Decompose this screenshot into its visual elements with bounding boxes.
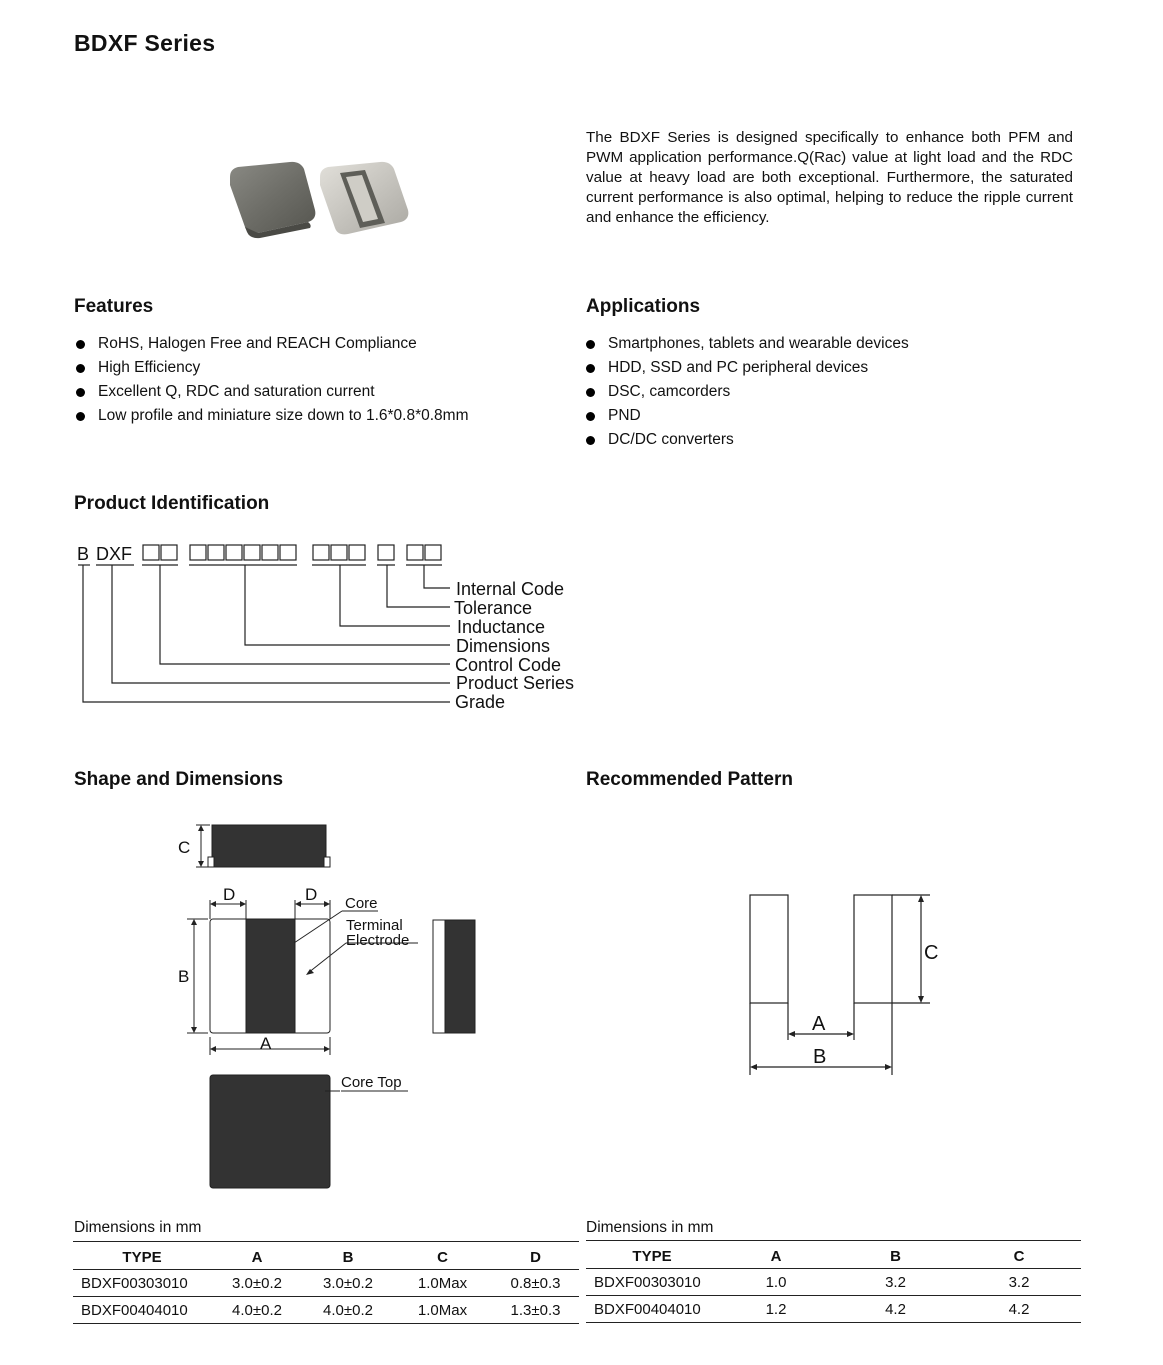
code-prefix-b: B [77,544,90,564]
pattern-table-caption: Dimensions in mm [586,1219,714,1236]
table-header: A [770,1248,782,1265]
applications-list [584,332,909,452]
feature-item: RoHS, Halogen Free and REACH Compliance [74,332,468,356]
shape-label-electrode: Electrode [346,932,410,949]
table-cell: 3.2 [1008,1273,1030,1291]
pattern-label-a: A [812,1013,826,1035]
table-row [73,1270,579,1297]
feature-item: Low profile and miniature size down to 1.6*0.8*0.8mm [74,404,468,428]
label-grade: Grade [455,692,506,712]
application-item: DSC, camcorders [584,380,909,404]
table-cell: 3.2 [885,1273,906,1291]
label-inductance: Inductance [457,617,546,637]
table-cell: 1.2 [765,1300,787,1318]
label-internal-code: Internal Code [456,579,565,599]
product-identification-diagram [70,538,600,718]
label-control-code: Control Code [455,655,562,675]
feature-item: High Efficiency [74,356,468,380]
product-photo [220,155,415,240]
table-cell: 1.0 [765,1273,787,1291]
shape-dimensions-diagram [160,815,500,1195]
application-item: PND [584,404,909,428]
applications-heading: Applications [586,296,701,317]
table-header-row [586,1241,1081,1269]
dimensions-table-caption: Dimensions in mm [74,1219,202,1236]
shape-label-core-top: Core Top [341,1074,402,1091]
product-description: The BDXF Series is designed specifically to enhance both PFM and PWM application performance.Q(Rac) value at light load and the RDC value at heavy load are both exceptional. Furthermore, the saturated current performance is also optimal, helping to reduce the ripple current and enhance the efficiency. [586,129,1073,226]
table-cell: 1.0Max [417,1274,468,1292]
label-tolerance: Tolerance [454,598,533,618]
application-item: Smartphones, tablets and wearable devices [584,332,909,356]
shape-label-b: B [178,967,190,986]
table-row [586,1296,1081,1323]
table-cell: 4.0±0.2 [232,1301,282,1319]
table-cell: BDXF00303010 [81,1274,188,1292]
features-heading: Features [74,296,154,317]
code-prefix-dxf: DXF [96,544,132,564]
shape-label-a: A [260,1034,272,1053]
feature-item: Excellent Q, RDC and saturation current [74,380,468,404]
inductor-top-view-image [230,162,315,238]
recommended-pattern-heading: Recommended Pattern [586,769,793,790]
application-item: DC/DC converters [584,428,909,452]
label-product-series: Product Series [456,673,575,693]
table-header: TYPE [122,1249,162,1266]
table-header: TYPE [632,1248,672,1265]
page-title: BDXF Series [74,30,216,56]
table-header: B [342,1249,354,1266]
shape-dimensions-heading: Shape and Dimensions [74,769,284,790]
dimensions-table [73,1241,579,1324]
table-cell: 3.0±0.2 [232,1274,282,1292]
table-header: C [1013,1248,1025,1265]
table-cell: BDXF00303010 [594,1273,701,1291]
pattern-label-c: C [924,942,939,964]
product-identification-heading: Product Identification [74,493,270,514]
inductor-bottom-view-image [320,162,408,235]
table-cell: 4.2 [1008,1300,1030,1318]
table-cell: 4.0±0.2 [323,1301,373,1319]
table-header-row [73,1242,579,1270]
table-cell: 1.0Max [417,1301,468,1319]
pattern-table [586,1240,1081,1323]
shape-label-c: C [178,838,191,857]
table-header: A [251,1249,263,1266]
table-cell: 4.2 [885,1300,906,1318]
shape-label-d-right: D [305,885,318,904]
shape-label-terminal: Terminal [346,917,403,934]
table-header: B [890,1248,901,1265]
recommended-pattern-diagram [740,885,960,1085]
table-cell: BDXF00404010 [594,1300,701,1318]
table-header: D [530,1249,541,1266]
table-row [73,1297,579,1324]
table-cell: 0.8±0.3 [510,1274,561,1292]
table-cell: BDXF00404010 [81,1301,188,1319]
pattern-label-b: B [813,1046,827,1068]
shape-label-d-left: D [223,885,236,904]
label-dimensions: Dimensions [456,636,551,656]
application-item: HDD, SSD and PC peripheral devices [584,356,909,380]
table-cell: 1.3±0.3 [510,1301,561,1319]
features-list [74,332,468,428]
table-header: C [437,1249,448,1266]
shape-label-core: Core [345,895,378,912]
table-cell: 3.0±0.2 [323,1274,373,1292]
table-row [586,1269,1081,1296]
